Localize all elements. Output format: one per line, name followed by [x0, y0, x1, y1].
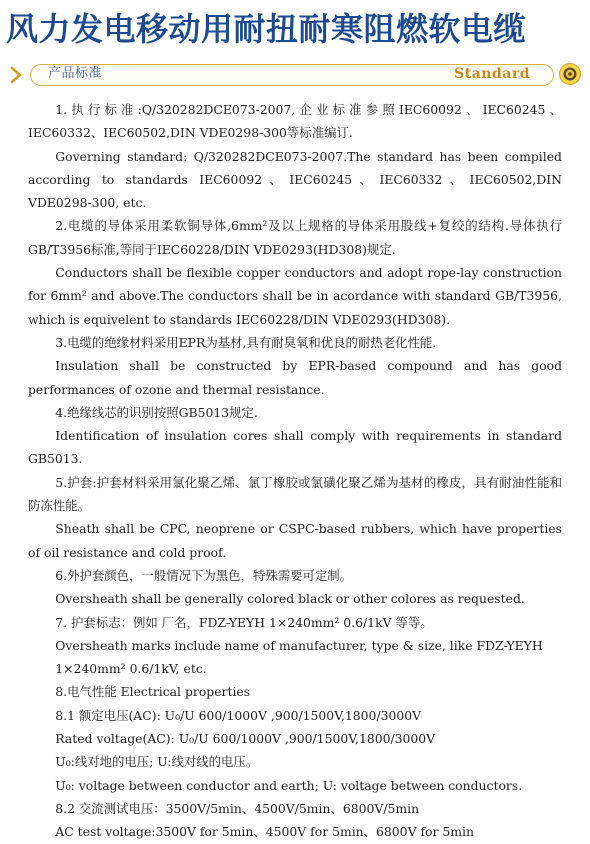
- paragraph-5-en: Sheath shall be CPC, neoprene or CSPC-based rubbers, which have properties of oil resistance and cold proof.: [28, 521, 562, 560]
- paragraph-7-zh: 7. 护套标志：例如 厂名，FDZ-YEYH 1×240mm² 0.6/1kV 等等。: [55, 614, 433, 630]
- paragraph-3-en: Insulation shall be constructed by EPR-based compound and has good performances of ozone and thermal resistance.: [28, 358, 562, 397]
- page-title: 风力发电移动用耐扭耐寒阻燃软电缆: [6, 10, 527, 48]
- paragraph-8-1-note-zh: U₀:线对地的电压; U:线对线的电压。: [55, 754, 259, 770]
- paragraph-8-1-note-en: U₀: voltage between conductor and earth; U: voltage between conductors.: [55, 777, 523, 793]
- paragraph-2-zh: 2.电缆的导体采用柔软铜导体,6mm²及以上规格的导体采用股线+复绞的结构.导体执行GB/T3956标准,等同于IEC60228/DIN VDE0293(HD308)规定.: [28, 218, 562, 257]
- paragraph-8-2-en: AC test voltage:3500V for 5min、4500V for 5min、6800V for 5min: [55, 824, 474, 840]
- paragraph-1-zh: 1.执行标准:Q/320282DCE073-2007,企业标准参照IEC60092、IEC60245、IEC60332、IEC60502,DIN VDE0298-300等标准编订.: [28, 102, 562, 141]
- paragraph-5-zh: 5.护套:护套材料采用氯化聚乙烯、氯丁橡胶或氯磺化聚乙烯为基材的橡皮，具有耐油性能和防冻性能。: [28, 474, 562, 514]
- paragraph-2-en: Conductors shall be flexible copper conductors and adopt rope-lay construction for 6mm² and above.The conductors shall be in acordance with standard GB/T3956, which is equivelent to standards IEC60228/DIN VDE0293(HD308).: [28, 265, 562, 327]
- section-label-zh: 产品标准: [48, 66, 103, 81]
- paragraph-6-zh: 6.外护套颜色，一般情况下为黑色，特殊需要可定制。: [55, 567, 353, 583]
- target-bullet-icon: [558, 62, 582, 86]
- paragraph-4-zh: 4.绝缘线芯的识别按照GB5013规定.: [55, 404, 258, 420]
- section-label-en: Standard: [454, 66, 530, 82]
- paragraph-8-2-zh: 8.2 交流测试电压：3500V/5min、4500V/5min、6800V/5min: [55, 800, 420, 816]
- chevron-right-icon: [6, 64, 28, 86]
- paragraph-3-zh: 3.电缆的绝缘材料采用EPR为基材,具有耐臭氧和优良的耐热老化性能.: [55, 334, 437, 350]
- paragraph-8-1-zh: 8.1 额定电压(AC): U₀/U 600/1000V ,900/1500V,1800/3000V: [55, 707, 422, 723]
- paragraph-4-en: Identification of insulation cores shall comply with requirements in standard GB5013.: [28, 428, 562, 467]
- paragraph-1-en: Governing standard: Q/320282DCE073-2007.The standard has been compiled according to standards IEC60092、IEC60245、IEC60332、IEC60502,DIN VDE0298-300, etc.: [28, 148, 562, 211]
- paragraph-7-en: Oversheath marks include name of manufacturer, type & size, like FDZ-YEYH: [55, 637, 543, 653]
- paragraph-6-en: Oversheath shall be generally colored black or other colores as requested.: [55, 591, 525, 607]
- paragraph-8-1-en: Rated voltage(AC): U₀/U 600/1000V ,900/1500V,1800/3000V: [55, 731, 436, 747]
- standard-content: [28, 98, 562, 844]
- paragraph-7-en-cont: 1×240mm² 0.6/1kV, etc.: [55, 661, 207, 677]
- paragraph-8-heading: 8.电气性能 Electrical properties: [55, 684, 251, 700]
